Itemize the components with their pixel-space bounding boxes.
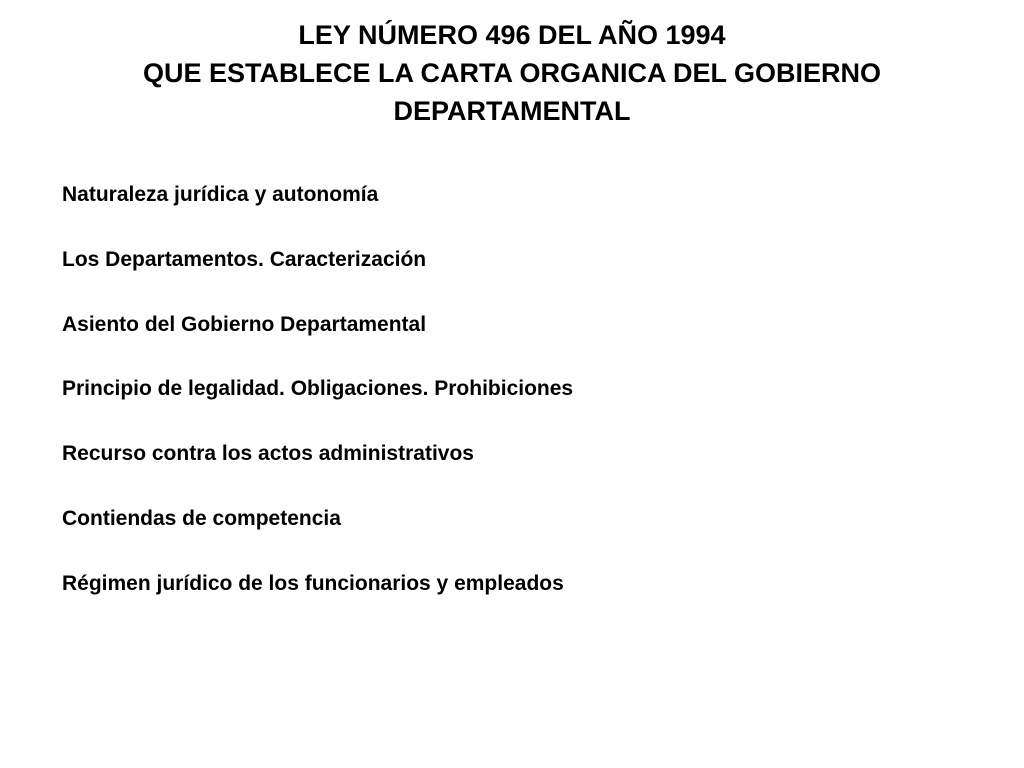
topic-item-government-seat: Asiento del Gobierno Departamental: [62, 312, 427, 336]
topic-item-legality-principle: Principio de legalidad. Obligaciones. Prohibiciones: [62, 377, 574, 401]
title-line-law-number: LEY NÚMERO 496 DEL AÑO 1994: [298, 20, 726, 50]
slide-title: [60, 16, 964, 130]
topic-item-staff-regime: Régimen jurídico de los funcionarios y empleados: [62, 571, 564, 595]
topic-item-jurisdiction-disputes: Contiendas de competencia: [62, 506, 341, 530]
topic-item-legal-nature: Naturaleza jurídica y autonomía: [62, 183, 379, 206]
topic-item-departments: Los Departamentos. Caracterización: [62, 247, 427, 271]
topic-list: [62, 180, 962, 599]
topic-item-administrative-appeal: Recurso contra los actos administrativos: [62, 442, 474, 466]
title-line-subject: QUE ESTABLECE LA CARTA ORGANICA DEL GOBIERNO: [142, 58, 882, 88]
title-line-department: DEPARTAMENTAL: [393, 96, 631, 126]
